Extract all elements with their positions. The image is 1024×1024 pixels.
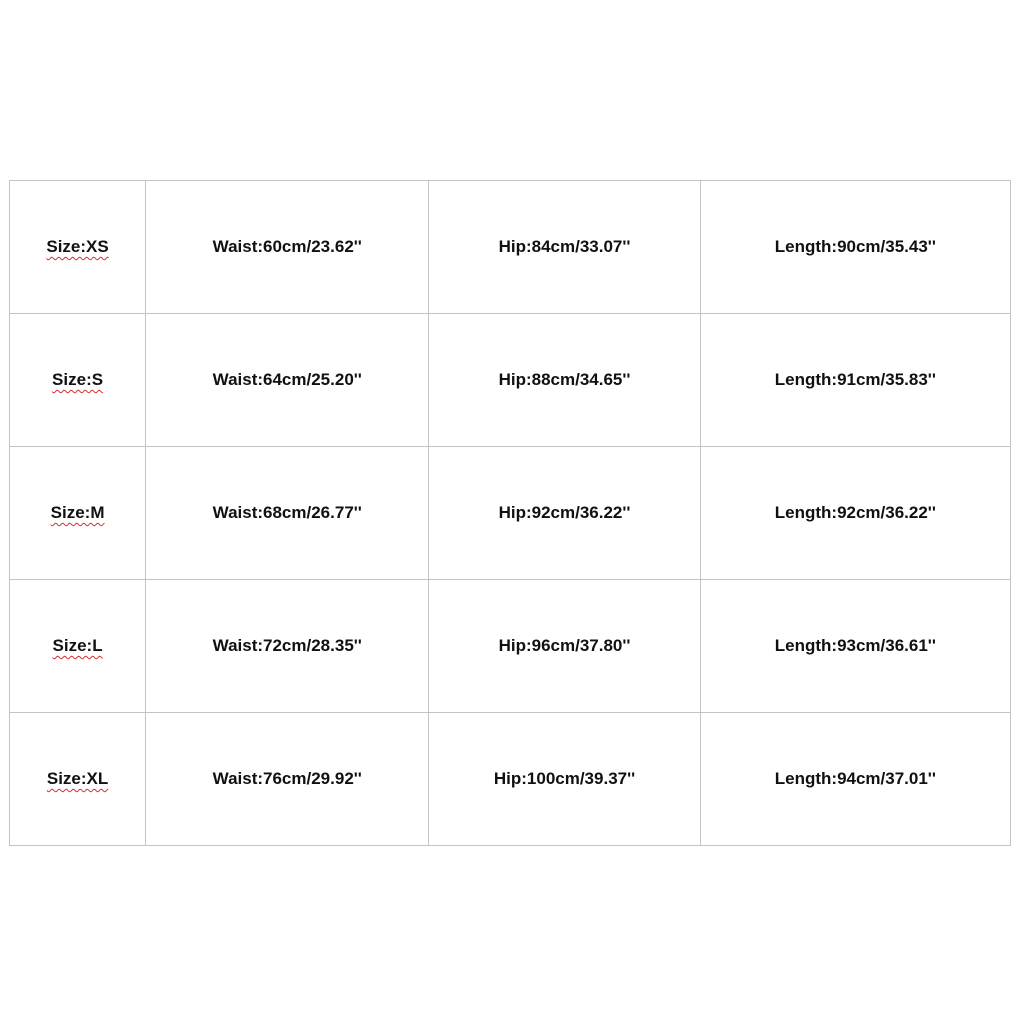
table-row [10,580,1011,713]
waist-cell: Waist:60cm/23.62'' [146,181,429,314]
size-label: Size:XL [46,769,109,788]
length-cell: Length:90cm/35.43'' [700,181,1010,314]
size-chart-table [9,180,1011,846]
waist-cell: Waist:76cm/29.92'' [146,713,429,846]
hip-cell: Hip:100cm/39.37'' [429,713,700,846]
size-label: Size:L [52,636,103,655]
size-cell [10,314,146,447]
size-label: Size:XS [46,237,109,256]
length-cell: Length:93cm/36.61'' [700,580,1010,713]
size-cell [10,447,146,580]
hip-cell: Hip:84cm/33.07'' [429,181,700,314]
size-label: Size:M [50,503,105,522]
table-row [10,181,1011,314]
waist-cell: Waist:64cm/25.20'' [146,314,429,447]
waist-cell: Waist:68cm/26.77'' [146,447,429,580]
length-cell: Length:91cm/35.83'' [700,314,1010,447]
table-row [10,713,1011,846]
hip-cell: Hip:88cm/34.65'' [429,314,700,447]
size-cell [10,181,146,314]
size-label: Size:S [52,370,104,389]
size-cell [10,713,146,846]
table-row [10,314,1011,447]
length-cell: Length:92cm/36.22'' [700,447,1010,580]
length-cell: Length:94cm/37.01'' [700,713,1010,846]
table-row [10,447,1011,580]
hip-cell: Hip:92cm/36.22'' [429,447,700,580]
hip-cell: Hip:96cm/37.80'' [429,580,700,713]
waist-cell: Waist:72cm/28.35'' [146,580,429,713]
size-cell [10,580,146,713]
